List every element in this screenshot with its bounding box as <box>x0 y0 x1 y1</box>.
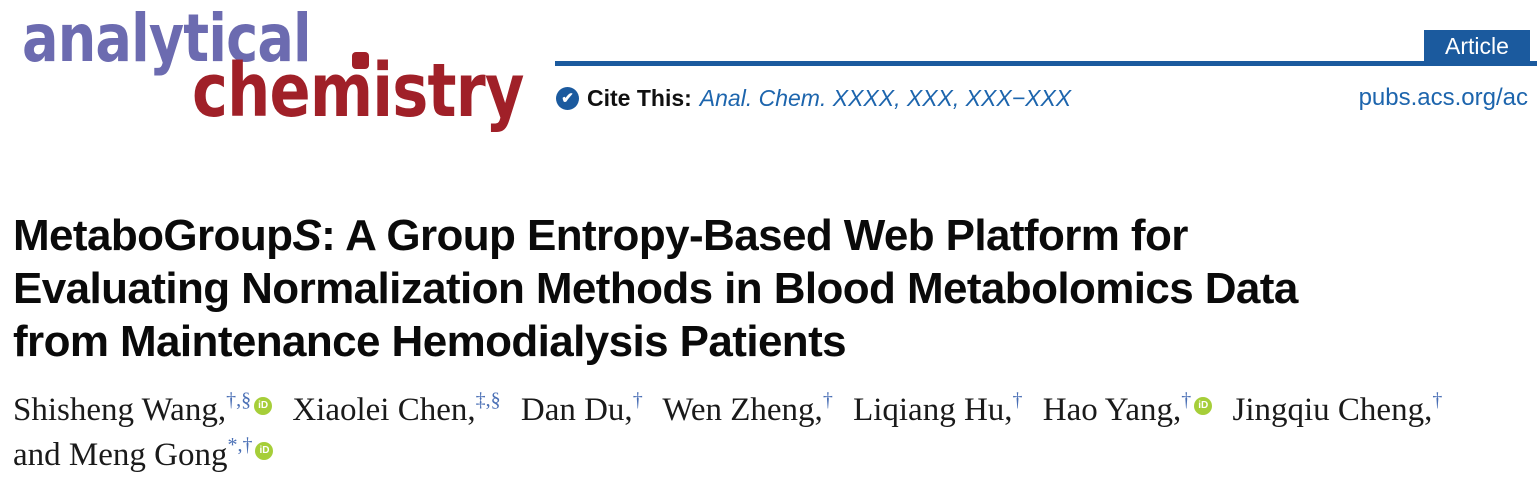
author-name: Dan Du, <box>520 392 633 428</box>
header-divider-rule <box>555 61 1537 66</box>
author-affiliation-superscript: † <box>632 389 643 411</box>
cite-this-label: Cite This: <box>587 84 692 111</box>
author-name: Liqiang Hu, <box>853 392 1013 428</box>
author-affiliation-superscript: † <box>1012 389 1023 411</box>
cite-this-row[interactable] <box>556 84 1071 112</box>
title-line1-post: : A Group Entropy-Based Web Platform for <box>321 211 1188 260</box>
title-line-1 <box>13 209 1528 262</box>
title-line1-pre: MetaboGroup <box>13 211 293 260</box>
journal-site-link[interactable]: pubs.acs.org/ac <box>1358 84 1528 111</box>
orcid-icon[interactable]: iD <box>254 397 272 415</box>
title-line-2: Evaluating Normalization Methods in Blood Metabolomics Data <box>13 264 1298 313</box>
author-name: and Meng Gong <box>13 437 228 473</box>
author-xiaolei-chen <box>292 389 501 428</box>
author-affiliation-superscript: † <box>822 389 833 411</box>
author-affiliation-superscript: ‡,§ <box>475 389 501 411</box>
author-line-2 <box>13 435 1442 480</box>
author-meng-gong <box>13 434 273 473</box>
orcid-icon[interactable]: iD <box>1194 397 1212 415</box>
author-wen-zheng <box>662 389 833 428</box>
title-line1-italic-s: S <box>292 211 322 260</box>
author-jingqiu-cheng <box>1232 389 1443 428</box>
author-dan-du <box>520 389 643 428</box>
author-name: Jingqiu Cheng, <box>1232 392 1433 428</box>
article-type-badge: Article <box>1424 30 1530 62</box>
author-list <box>13 390 1442 480</box>
author-affiliation-superscript: † <box>1432 389 1443 411</box>
author-liqiang-hu <box>853 389 1023 428</box>
author-name: Xiaolei Chen, <box>292 392 476 428</box>
orcid-icon[interactable]: iD <box>255 442 273 460</box>
author-affiliation-superscript: † <box>1181 389 1192 411</box>
author-shisheng-wang <box>13 389 272 428</box>
author-name: Wen Zheng, <box>662 392 823 428</box>
journal-logo <box>0 0 560 140</box>
title-line-3: from Maintenance Hemodialysis Patients <box>13 317 847 366</box>
author-affiliation-superscript: †,§ <box>226 389 252 411</box>
journal-logo-word-analytical: analytical <box>22 0 311 77</box>
journal-logo-word-chemistry: chemistry <box>192 48 524 134</box>
author-affiliation-superscript: *,† <box>227 434 253 456</box>
citation-reference: Anal. Chem. XXXX, XXX, XXX−XXX <box>699 84 1072 111</box>
author-hao-yang <box>1042 389 1212 428</box>
cite-check-icon: ✔ <box>556 87 579 110</box>
article-title <box>13 209 1528 368</box>
author-name: Shisheng Wang, <box>13 392 227 428</box>
author-line-1 <box>13 390 1442 435</box>
author-name: Hao Yang, <box>1042 392 1182 428</box>
